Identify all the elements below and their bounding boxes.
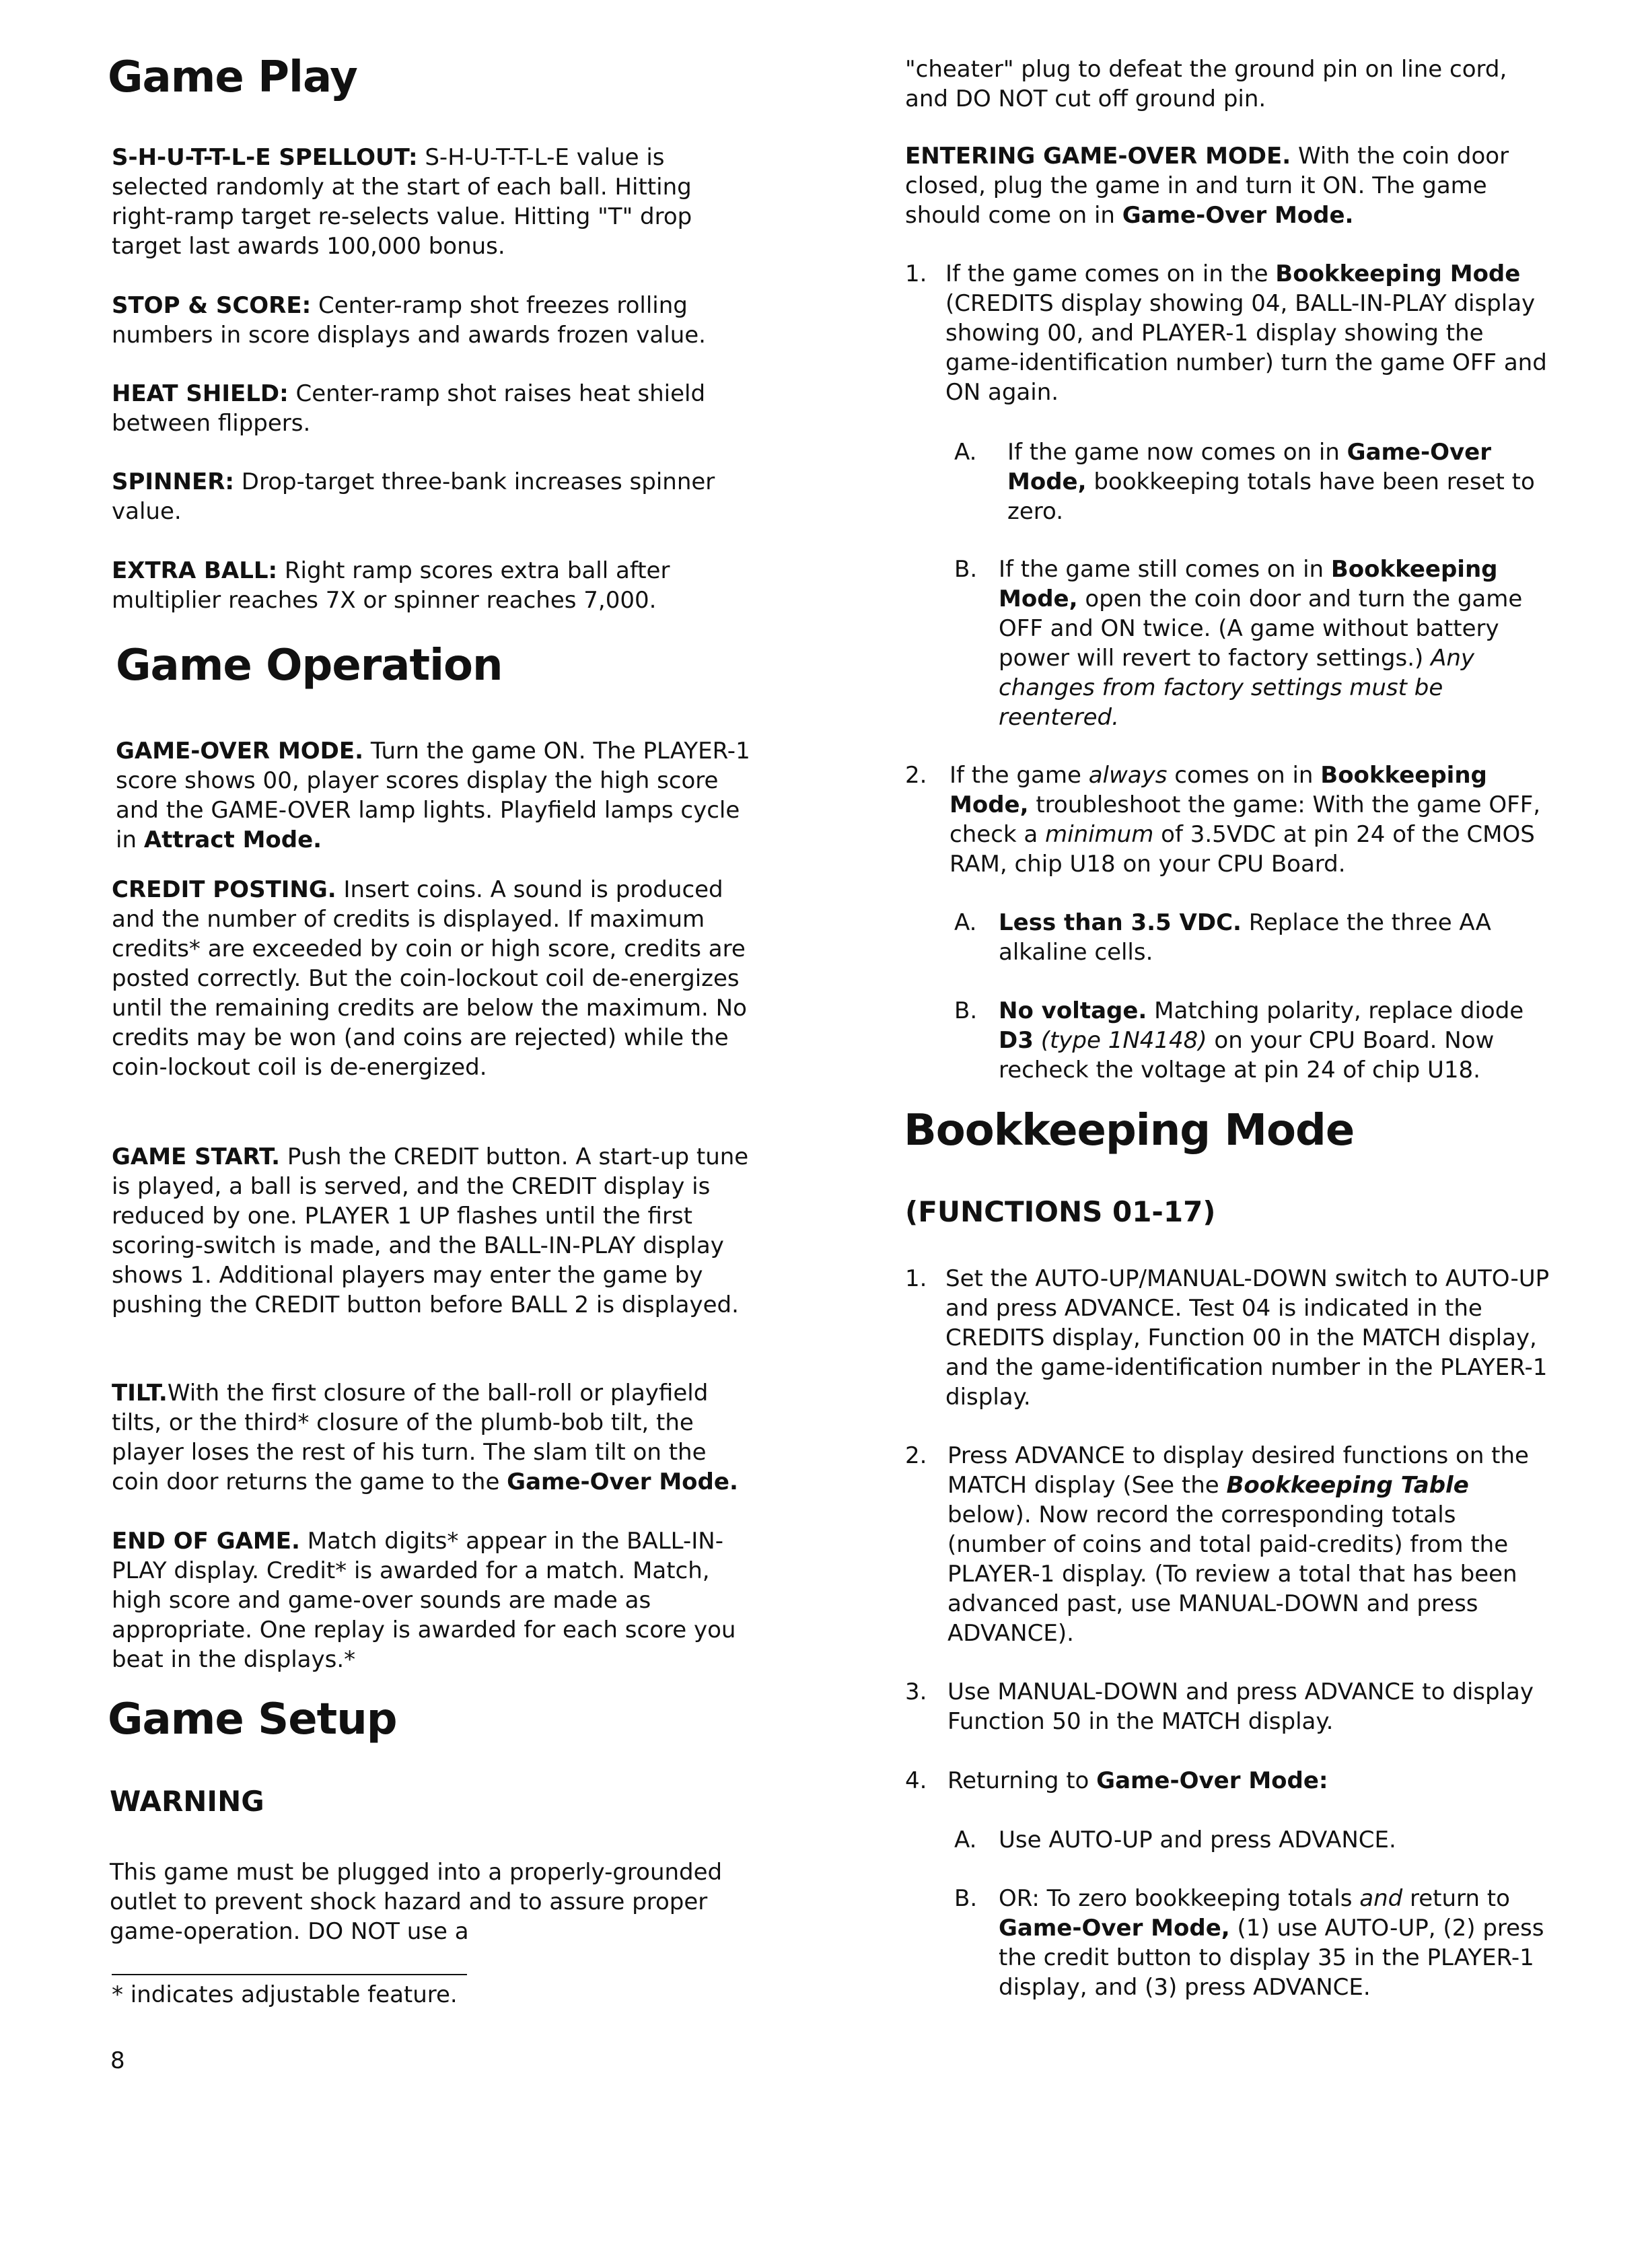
step-2b-letter: B. [954, 997, 978, 1024]
step-1b-letter: B. [954, 556, 978, 583]
bk-step-1-text: Set the AUTO-UP/MANUAL-DOWN switch to AUTO-UP and press ADVANCE. Test 04 is indicated in the CREDITS display, Function 00 in the MATCH display, and the game-identification number in the PLAYER-1 display. [945, 1265, 1550, 1411]
step-1a-letter: A. [954, 439, 977, 466]
footnote-rule [112, 1974, 467, 1975]
op-tilt: TILT.With the first closure of the ball-roll or playfield tilts, or the third* closure of the plumb-bob tilt, the player loses the rest of his turn. The slam tilt on the coin door returns the game to the Game-Over Mode. [112, 1380, 738, 1495]
step-2-text: If the game always comes on in Bookkeeping Mode, troubleshoot the game: With the game OFF, check a minimum of 3.5VDC at pin 24 of the CMOS RAM, chip U18 on your CPU Board. [950, 762, 1541, 878]
item-shuttle-spellout: S-H-U-T-T-L-E SPELLOUT: S-H-U-T-T-L-E value is selected randomly at the start of each ball. Hitting right-ramp target re-selects value. Hitting "T" drop target last awards 100,000 bonus. [112, 144, 692, 260]
bk-step-4a-letter: A. [954, 1827, 977, 1853]
heading-game-operation: Game Operation [116, 641, 503, 690]
item-heat-shield: HEAT SHIELD: Center-ramp shot raises heat shield between flippers. [112, 380, 706, 437]
step-2a-letter: A. [954, 909, 977, 936]
page-number: 8 [110, 2047, 125, 2074]
bk-step-3-text: Use MANUAL-DOWN and press ADVANCE to display Function 50 in the MATCH display. [947, 1678, 1534, 1735]
functions-subtitle: (FUNCTIONS 01-17) [905, 1195, 1216, 1228]
op-end-of-game: END OF GAME. Match digits* appear in the BALL-IN-PLAY display. Credit* is awarded for a match. Match, high score and game-over sounds are made as appropriate. One replay is awarded for each score you beat in the displays.* [112, 1528, 736, 1673]
step-1-number: 1. [905, 260, 927, 287]
bk-step-1-number: 1. [905, 1265, 927, 1292]
bk-step-2-text: Press ADVANCE to display desired functions on the MATCH display (See the Bookkeeping Table below). Now record the corresponding totals (number of coins and total paid-credits) from the PLAYER-1 display. (To review a total that has been advanced past, use MANUAL-DOWN and press ADVANCE). [947, 1442, 1529, 1647]
warning-heading: WARNING [110, 1785, 264, 1818]
step-2-number: 2. [905, 762, 927, 789]
step-1b-text: If the game still comes on in Bookkeeping Mode, open the coin door and turn the game OFF and ON twice. (A game without battery power will revert to factory settings.) Any changes from factory settings must be reentered. [999, 556, 1523, 731]
bk-step-3-number: 3. [905, 1678, 927, 1705]
heading-bookkeeping-mode: Bookkeeping Mode [904, 1106, 1355, 1156]
bk-step-2-number: 2. [905, 1442, 927, 1469]
heading-game-play: Game Play [108, 52, 357, 102]
item-stop-score: STOP & SCORE: Center-ramp shot freezes rolling numbers in score displays and awards frozen value. [112, 292, 706, 349]
step-2a-text: Less than 3.5 VDC. Replace the three AA alkaline cells. [999, 909, 1491, 966]
op-credit-posting: CREDIT POSTING. Insert coins. A sound is produced and the number of credits is displayed. If maximum credits* are exceeded by coin or high score, credits are posted correctly. But the coin-lockout coil de-energizes until the remaining credits are below the maximum. No credits may be won (and coins are rejected) while the coin-lockout coil is de-energized. [112, 876, 747, 1081]
item-extra-ball: EXTRA BALL: Right ramp scores extra ball after multiplier reaches 7X or spinner reaches 7,000. [112, 557, 670, 614]
item-spinner: SPINNER: Drop-target three-bank increases spinner value. [112, 468, 715, 525]
bk-step-4b-letter: B. [954, 1885, 978, 1912]
op-game-over-mode: GAME-OVER MODE. Turn the game ON. The PLAYER-1 score shows 00, player scores display the high score and the GAME-OVER lamp lights. Playfield lamps cycle in Attract Mode. [116, 738, 750, 853]
bk-step-4b-text: OR: To zero bookkeeping totals and return to Game-Over Mode, (1) use AUTO-UP, (2) press the credit button to display 35 in the PLAYER-1 display, and (3) press ADVANCE. [999, 1885, 1544, 2001]
step-1-text: If the game comes on in the Bookkeeping Mode (CREDITS display showing 04, BALL-IN-PLAY display showing 00, and PLAYER-1 display showing the game-identification number) turn the game OFF and ON again. [945, 260, 1547, 406]
heading-game-setup: Game Setup [108, 1695, 397, 1744]
step-1a-text: If the game now comes on in Game-Over Mode, bookkeeping totals have been reset to zero. [1007, 439, 1535, 525]
step-2b-text: No voltage. Matching polarity, replace diode D3 (type 1N4148) on your CPU Board. Now recheck the voltage at pin 24 of chip U18. [999, 997, 1524, 1084]
footnote: * indicates adjustable feature. [112, 1981, 458, 2008]
bk-step-4-text: Returning to Game-Over Mode: [947, 1767, 1328, 1794]
bk-step-4-number: 4. [905, 1767, 927, 1794]
cheater-plug-text: "cheater" plug to defeat the ground pin on line cord, and DO NOT cut off ground pin. [905, 56, 1507, 112]
op-game-start: GAME START. Push the CREDIT button. A start-up tune is played, a ball is served, and the CREDIT display is reduced by one. PLAYER 1 UP flashes until the first scoring-switch is made, and the BALL-IN-PLAY display shows 1. Additional players may enter the game by pushing the CREDIT button before BALL 2 is displayed. [112, 1143, 749, 1318]
bk-step-4a-text: Use AUTO-UP and press ADVANCE. [999, 1827, 1396, 1853]
entering-game-over-mode: ENTERING GAME-OVER MODE. With the coin door closed, plug the game in and turn it ON. The game should come on in Game-Over Mode. [905, 143, 1509, 229]
setup-text: This game must be plugged into a properly-grounded outlet to prevent shock hazard and to assure proper game-operation. DO NOT use a [110, 1859, 723, 1945]
